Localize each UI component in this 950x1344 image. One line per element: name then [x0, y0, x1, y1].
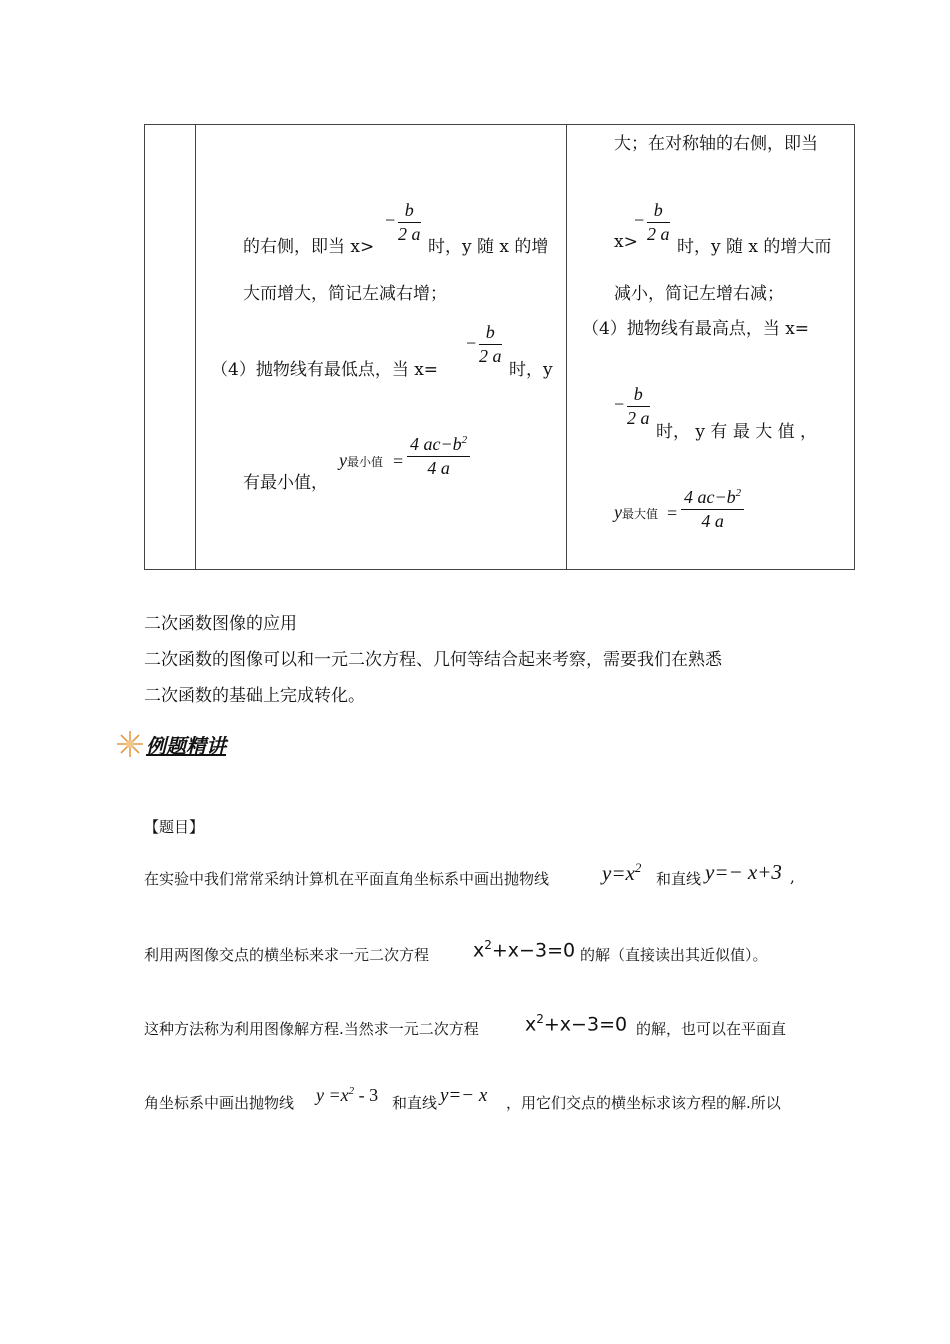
- y-min-symbol: y最小值: [339, 450, 384, 470]
- section-heading: 二次函数图像的应用: [144, 614, 297, 634]
- right-line0: 大；在对称轴的右侧，即当: [614, 134, 818, 154]
- left-line1-end: 时，y 随 x 的增: [428, 237, 549, 257]
- right-line2: 减小，简记左增右减；: [614, 284, 784, 304]
- minus-sign: −: [634, 210, 645, 230]
- left-line2: 大而增大，简记左减右增；: [243, 284, 447, 304]
- left-line3-end: 时，y: [509, 360, 553, 380]
- example-title: 例题精讲: [146, 734, 226, 758]
- fraction-max-value: $\frac{4 ac-b^2}{4 a}$: [681, 487, 744, 532]
- fraction-b-over-2a: $\frac{b}{2 a}$: [479, 322, 502, 366]
- minus-sign: −: [385, 210, 396, 230]
- problem-label: 【题目】: [144, 818, 205, 836]
- left-line1-start: 的右侧，即当 x>: [243, 237, 375, 257]
- minus-sign: −: [614, 394, 625, 414]
- table-divider: [195, 125, 196, 569]
- fraction-b-over-2a: $\frac{b}{2 a}$: [398, 200, 421, 244]
- right-line1-start: x>: [614, 232, 638, 252]
- table-divider: [566, 125, 567, 569]
- minus-sign: −: [466, 333, 477, 353]
- section-paragraph-line1: 二次函数的图像可以和一元二次方程、几何等结合起来考察，需要我们在熟悉: [144, 650, 722, 670]
- section-paragraph-line2: 二次函数的基础上完成转化。: [144, 686, 365, 706]
- right-line3: （4）抛物线有最高点，当 x=: [582, 319, 810, 339]
- fraction-b-over-2a: $\frac{b}{2 a}$: [647, 200, 670, 244]
- left-line3-start: （4）抛物线有最低点，当 x=: [211, 360, 439, 380]
- left-line4: 有最小值，: [243, 473, 328, 493]
- right-line4: 时， y 有 最 大 值 ，: [656, 422, 818, 442]
- fraction-b-over-2a: $\frac{b}{2 a}$: [627, 384, 650, 428]
- sparkle-icon: [114, 728, 146, 764]
- equals-sign: =: [667, 503, 678, 523]
- right-line1-end: 时，y 随 x 的增大而: [677, 237, 832, 257]
- equals-sign: =: [393, 451, 404, 471]
- fraction-min-value: $\frac{4 ac-b^2}{4 a}$: [407, 434, 470, 479]
- y-max-symbol: y最大值: [614, 502, 659, 522]
